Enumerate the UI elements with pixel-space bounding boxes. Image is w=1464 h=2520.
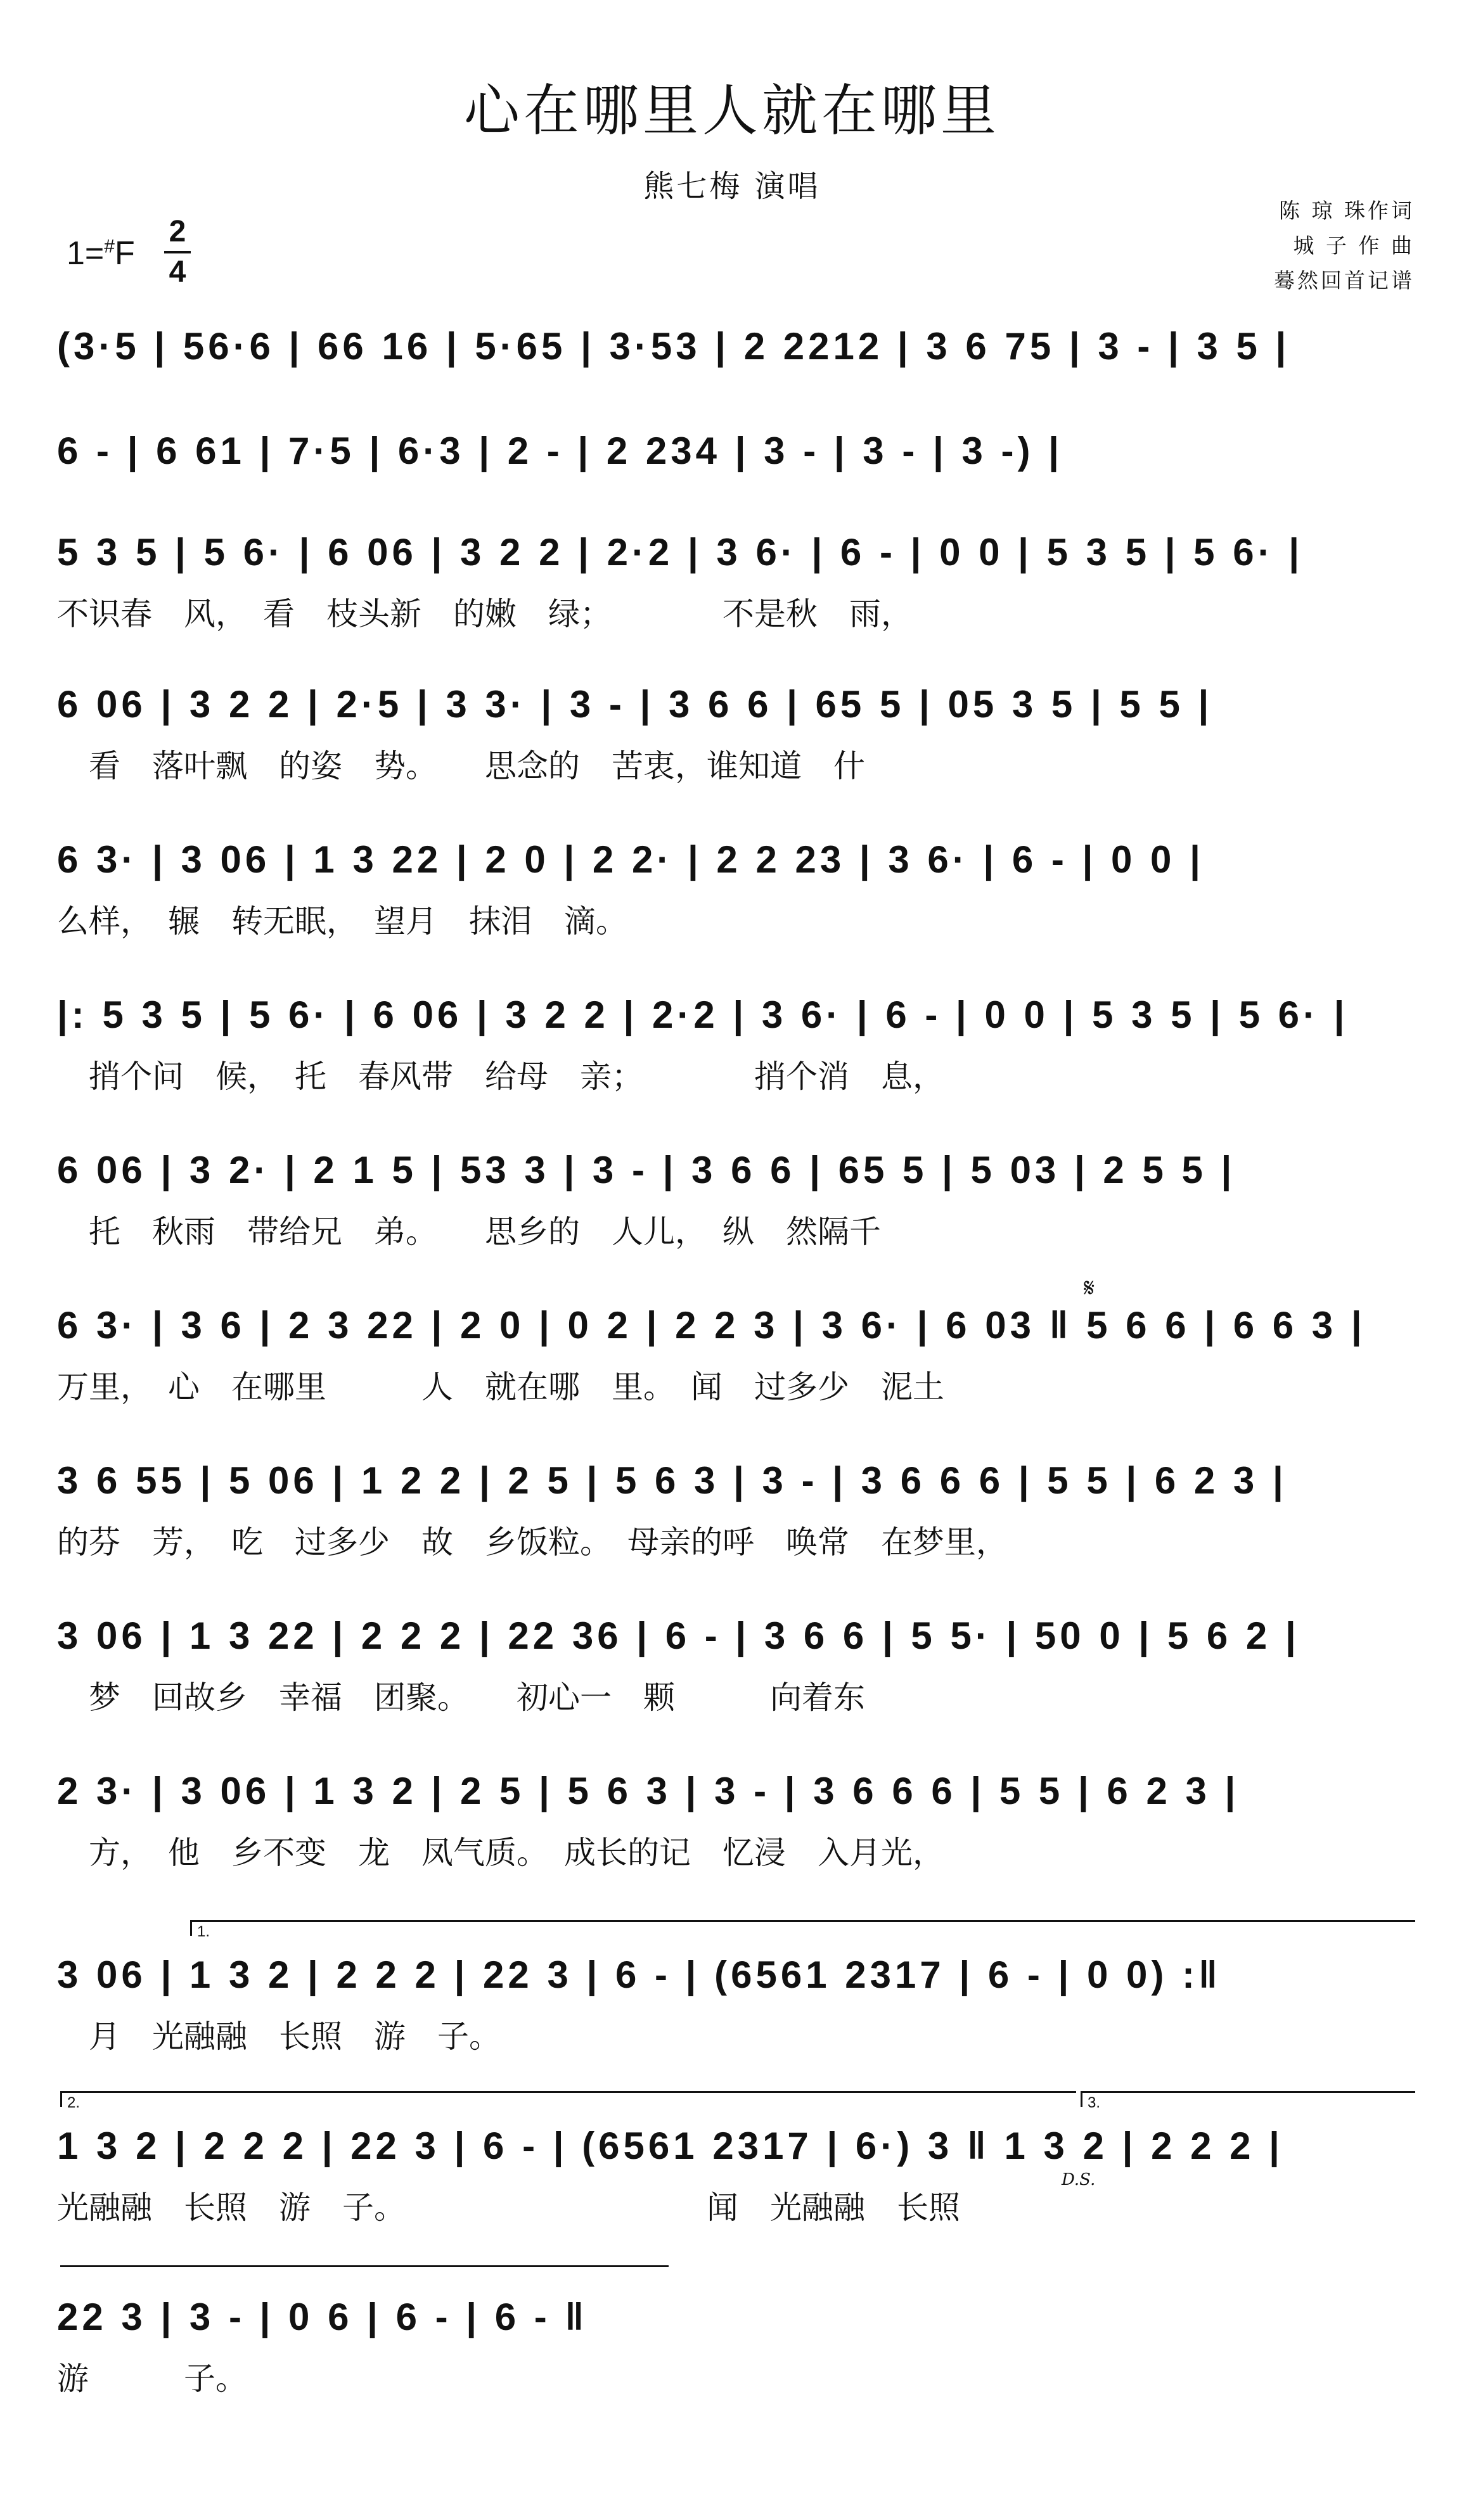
lyric-line: 月 光融融 长照 游 子。 [57,2018,501,2055]
lyric-line: 么样， 辗 转无眠， 望月 抹泪 滴。 [57,903,627,940]
transcriber-credit: 蓦然回首记谱 [1274,268,1415,293]
lyric-line: 捎个问 候， 托 春风带 给母 亲； 捎个消 息， [57,1058,944,1095]
third-ending-bracket [1081,2091,1415,2111]
singer-credit: 熊七梅 演唱 [643,169,821,204]
first-ending-label: 1. [197,1923,210,1940]
notation-line: 6 06 | 3 2· | 2 1 5 | 53 3 | 3 - | 3 6 6 | 65 5 | 5 03 | 2 5 5 | [57,1149,1236,1191]
lyric-line [57,386,1420,430]
time-signature [162,214,193,290]
second-ending-label: 2. [67,2094,80,2111]
meter-bottom: 4 [169,255,186,289]
meter-top: 2 [169,215,186,248]
notation-line: 6 3· | 3 6 | 2 3 22 | 2 0 | 0 2 | 2 2 3 | 3 6· | 6 03 ‖ 5 6 6 | 6 6 3 | [57,1304,1366,1346]
credits-block [1274,193,1415,298]
lyric-line: 游 子。 [57,2360,247,2397]
lyric-line: 梦 回故乡 幸福 团聚。 初心一 颗 向着东 [57,1679,865,1716]
notation-line: 3 06 | 1 3 22 | 2 2 2 | 22 36 | 6 - | 3 6 6 | 5 5· | 50 0 | 5 6 2 | [57,1615,1300,1657]
notation-line: 22 3 | 3 - | 0 6 | 6 - | 6 - ‖ [57,2296,588,2338]
key-signature [67,234,135,272]
key-base: 1= [67,235,105,272]
notation-line: (3·5 | 56·6 | 66 16 | 5·65 | 3·53 | 2 2212 | 3 6 75 | 3 - | 3 5 | [57,325,1290,368]
notation-line: 3 06 | 1 3 2 | 2 2 2 | 22 3 | 6 - | (6561 2317 | 6 - | 0 0) :‖ [57,1954,1221,1996]
notation-line: 3 6 55 | 5 06 | 1 2 2 | 2 5 | 5 6 3 | 3 - | 3 6 6 6 | 5 5 | 6 2 3 | [57,1459,1287,1502]
key-note: F [114,235,135,272]
lyric-line: 不识春 风， 看 枝头新 的嫩 绿； 不是秋 雨， [57,596,913,632]
third-ending-label: 3. [1088,2094,1101,2111]
lyric-line: 方， 他 乡不变 龙 凤气质。 成长的记 忆浸 入月光， [57,1834,944,1871]
notation-line: 2 3· | 3 06 | 1 3 2 | 2 5 | 5 6 3 | 3 - | 3 6 6 6 | 5 5 | 6 2 3 | [57,1770,1240,1812]
notation-line: 1 3 2 | 2 2 2 | 22 3 | 6 - | (6561 2317 | 6·) 3 ‖ 1 3 2 | 2 2 2 | [57,2125,1283,2167]
lyric-line: 看 落叶飘 的姿 势。 思念的 苦衷，谁知道 什 [57,748,865,784]
lyric-line: 托 秋雨 带给兄 弟。 思乡的 人儿， 纵 然隔千 [57,1213,881,1250]
notation-line: 6 3· | 3 06 | 1 3 22 | 2 0 | 2 2· | 2 2 23 | 3 6· | 6 - | 0 0 | [57,838,1204,881]
lyric-line: 万里， 心 在哪里 人 就在哪 里。 闻 过多少 泥土 [57,1369,944,1405]
lyric-line: 的芬 芳， 吃 过多少 故 乡饭粒。 母亲的呼 唤常 在梦里， [57,1524,1008,1561]
meter-divider [164,251,191,253]
composer-credit: 城 子 作 曲 [1293,233,1415,258]
notation-line: |: 5 3 5 | 5 6· | 6 06 | 3 2 2 | 2·2 | 3 6· | 6 - | 0 0 | 5 3 5 | 5 6· | [57,994,1349,1036]
page-title: 心在哪里人就在哪里 [463,78,1000,143]
second-ending-bracket [60,2091,1076,2111]
sharp-icon: # [104,236,115,257]
third-ending-continuation [60,2265,669,2281]
notation-line: 5 3 5 | 5 6· | 6 06 | 3 2 2 | 2·2 | 3 6· | 6 - | 0 0 | 5 3 5 | 5 6· | [57,531,1304,573]
lyric-line: 光融融 长照 游 子。 闻 光融融 长照 [57,2189,960,2226]
notation-line: 6 - | 6 61 | 7·5 | 6·3 | 2 - | 2 234 | 3 - | 3 - | 3 -) | [57,430,1063,472]
notation-line: 6 06 | 3 2 2 | 2·5 | 3 3· | 3 - | 3 6 6 | 65 5 | 05 3 5 | 5 5 | [57,683,1213,726]
ds-mark: D.S. [1062,2170,1096,2189]
segno-mark: 𝄋 [1084,1274,1095,1303]
lyricist-credit: 陈 琼 珠作词 [1279,198,1415,223]
first-ending-bracket [190,1920,1415,1940]
